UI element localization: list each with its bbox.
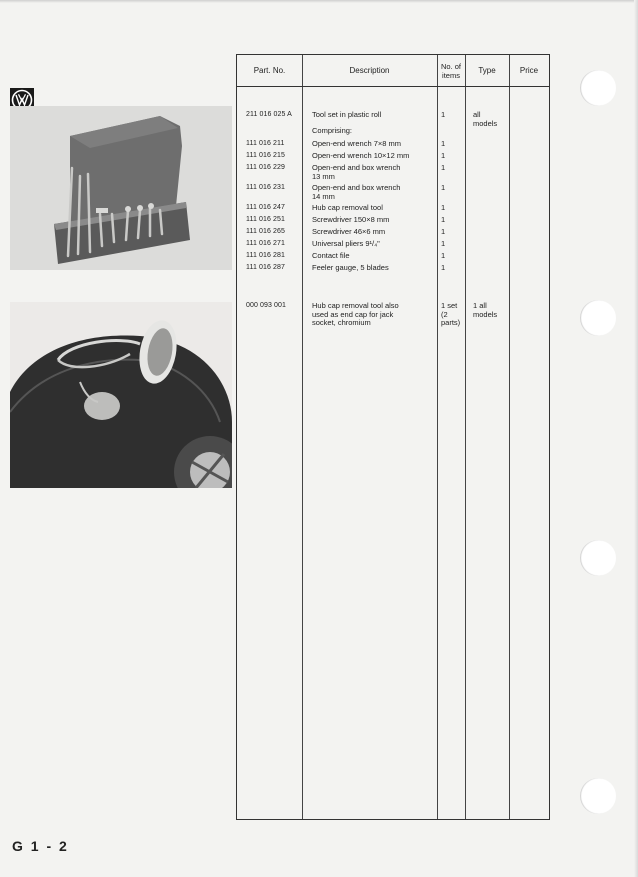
header-price: Price <box>519 66 539 75</box>
punch-hole <box>580 778 616 814</box>
item-count: 1 <box>441 227 446 236</box>
column-divider <box>509 55 510 819</box>
punch-hole <box>580 540 616 576</box>
part-description: Open-end wrench 10×12 mm <box>312 151 410 160</box>
item-count: 1 set (2 parts) <box>441 301 461 328</box>
parts-table <box>236 54 550 820</box>
model-type: all models <box>473 110 498 128</box>
part-number: 000 093 001 <box>246 302 287 309</box>
header-description: Description <box>349 66 390 75</box>
page-right-edge <box>634 0 638 877</box>
part-description: Screwdriver 46×6 mm <box>312 227 386 236</box>
item-count: 1 <box>441 163 446 172</box>
column-divider <box>437 55 438 819</box>
punch-hole <box>580 300 616 336</box>
part-number: 111 016 271 <box>246 240 285 247</box>
part-description: Screwdriver 150×8 mm <box>312 215 390 224</box>
item-count: 1 <box>441 251 446 260</box>
part-number: 111 016 215 <box>246 152 285 159</box>
part-description: Open-end and box wrench 13 mm <box>312 163 401 181</box>
part-description: Universal pliers 9¹/₄" <box>312 239 380 248</box>
part-description: Tool set in plastic roll <box>312 110 382 119</box>
part-number: 111 016 231 <box>246 184 285 191</box>
punch-hole <box>580 70 616 106</box>
part-number: 111 016 251 <box>246 216 285 223</box>
header-no-of-items: No. of items <box>440 61 461 80</box>
header-part-no: Part. No. <box>253 66 286 75</box>
part-number: 111 016 229 <box>246 164 285 171</box>
model-type: 1 all models <box>473 301 498 319</box>
part-number: 111 016 247 <box>246 204 285 211</box>
part-number: 111 016 211 <box>246 140 285 147</box>
item-count: 1 <box>441 151 446 160</box>
hub-cap-tool-photo <box>10 302 232 488</box>
part-description: Feeler gauge, 5 blades <box>312 263 389 272</box>
page-number: G 1 - 2 <box>12 838 69 854</box>
item-count: 1 <box>441 110 446 119</box>
item-count: 1 <box>441 239 446 248</box>
item-count: 1 <box>441 263 446 272</box>
item-count: 1 <box>441 139 446 148</box>
item-count: 1 <box>441 215 446 224</box>
header-divider <box>237 86 549 87</box>
part-number: 111 016 265 <box>246 228 285 235</box>
item-count: 1 <box>441 203 446 212</box>
item-count: 1 <box>441 183 446 192</box>
part-description: Hub cap removal tool also used as end cap for jack socket, chromium <box>312 301 399 328</box>
part-description: Contact file <box>312 251 350 260</box>
part-number: 111 016 287 <box>246 264 285 271</box>
part-description: Comprising: <box>312 126 353 135</box>
part-description: Open-end wrench 7×8 mm <box>312 139 402 148</box>
header-type: Type <box>478 66 496 75</box>
part-description: Hub cap removal tool <box>312 203 383 212</box>
part-number: 111 016 281 <box>246 252 285 259</box>
tool-roll-photo <box>10 106 232 270</box>
page-top-edge <box>0 0 638 3</box>
part-number: 211 016 025 A <box>246 111 292 118</box>
part-description: Open-end and box wrench 14 mm <box>312 183 401 201</box>
